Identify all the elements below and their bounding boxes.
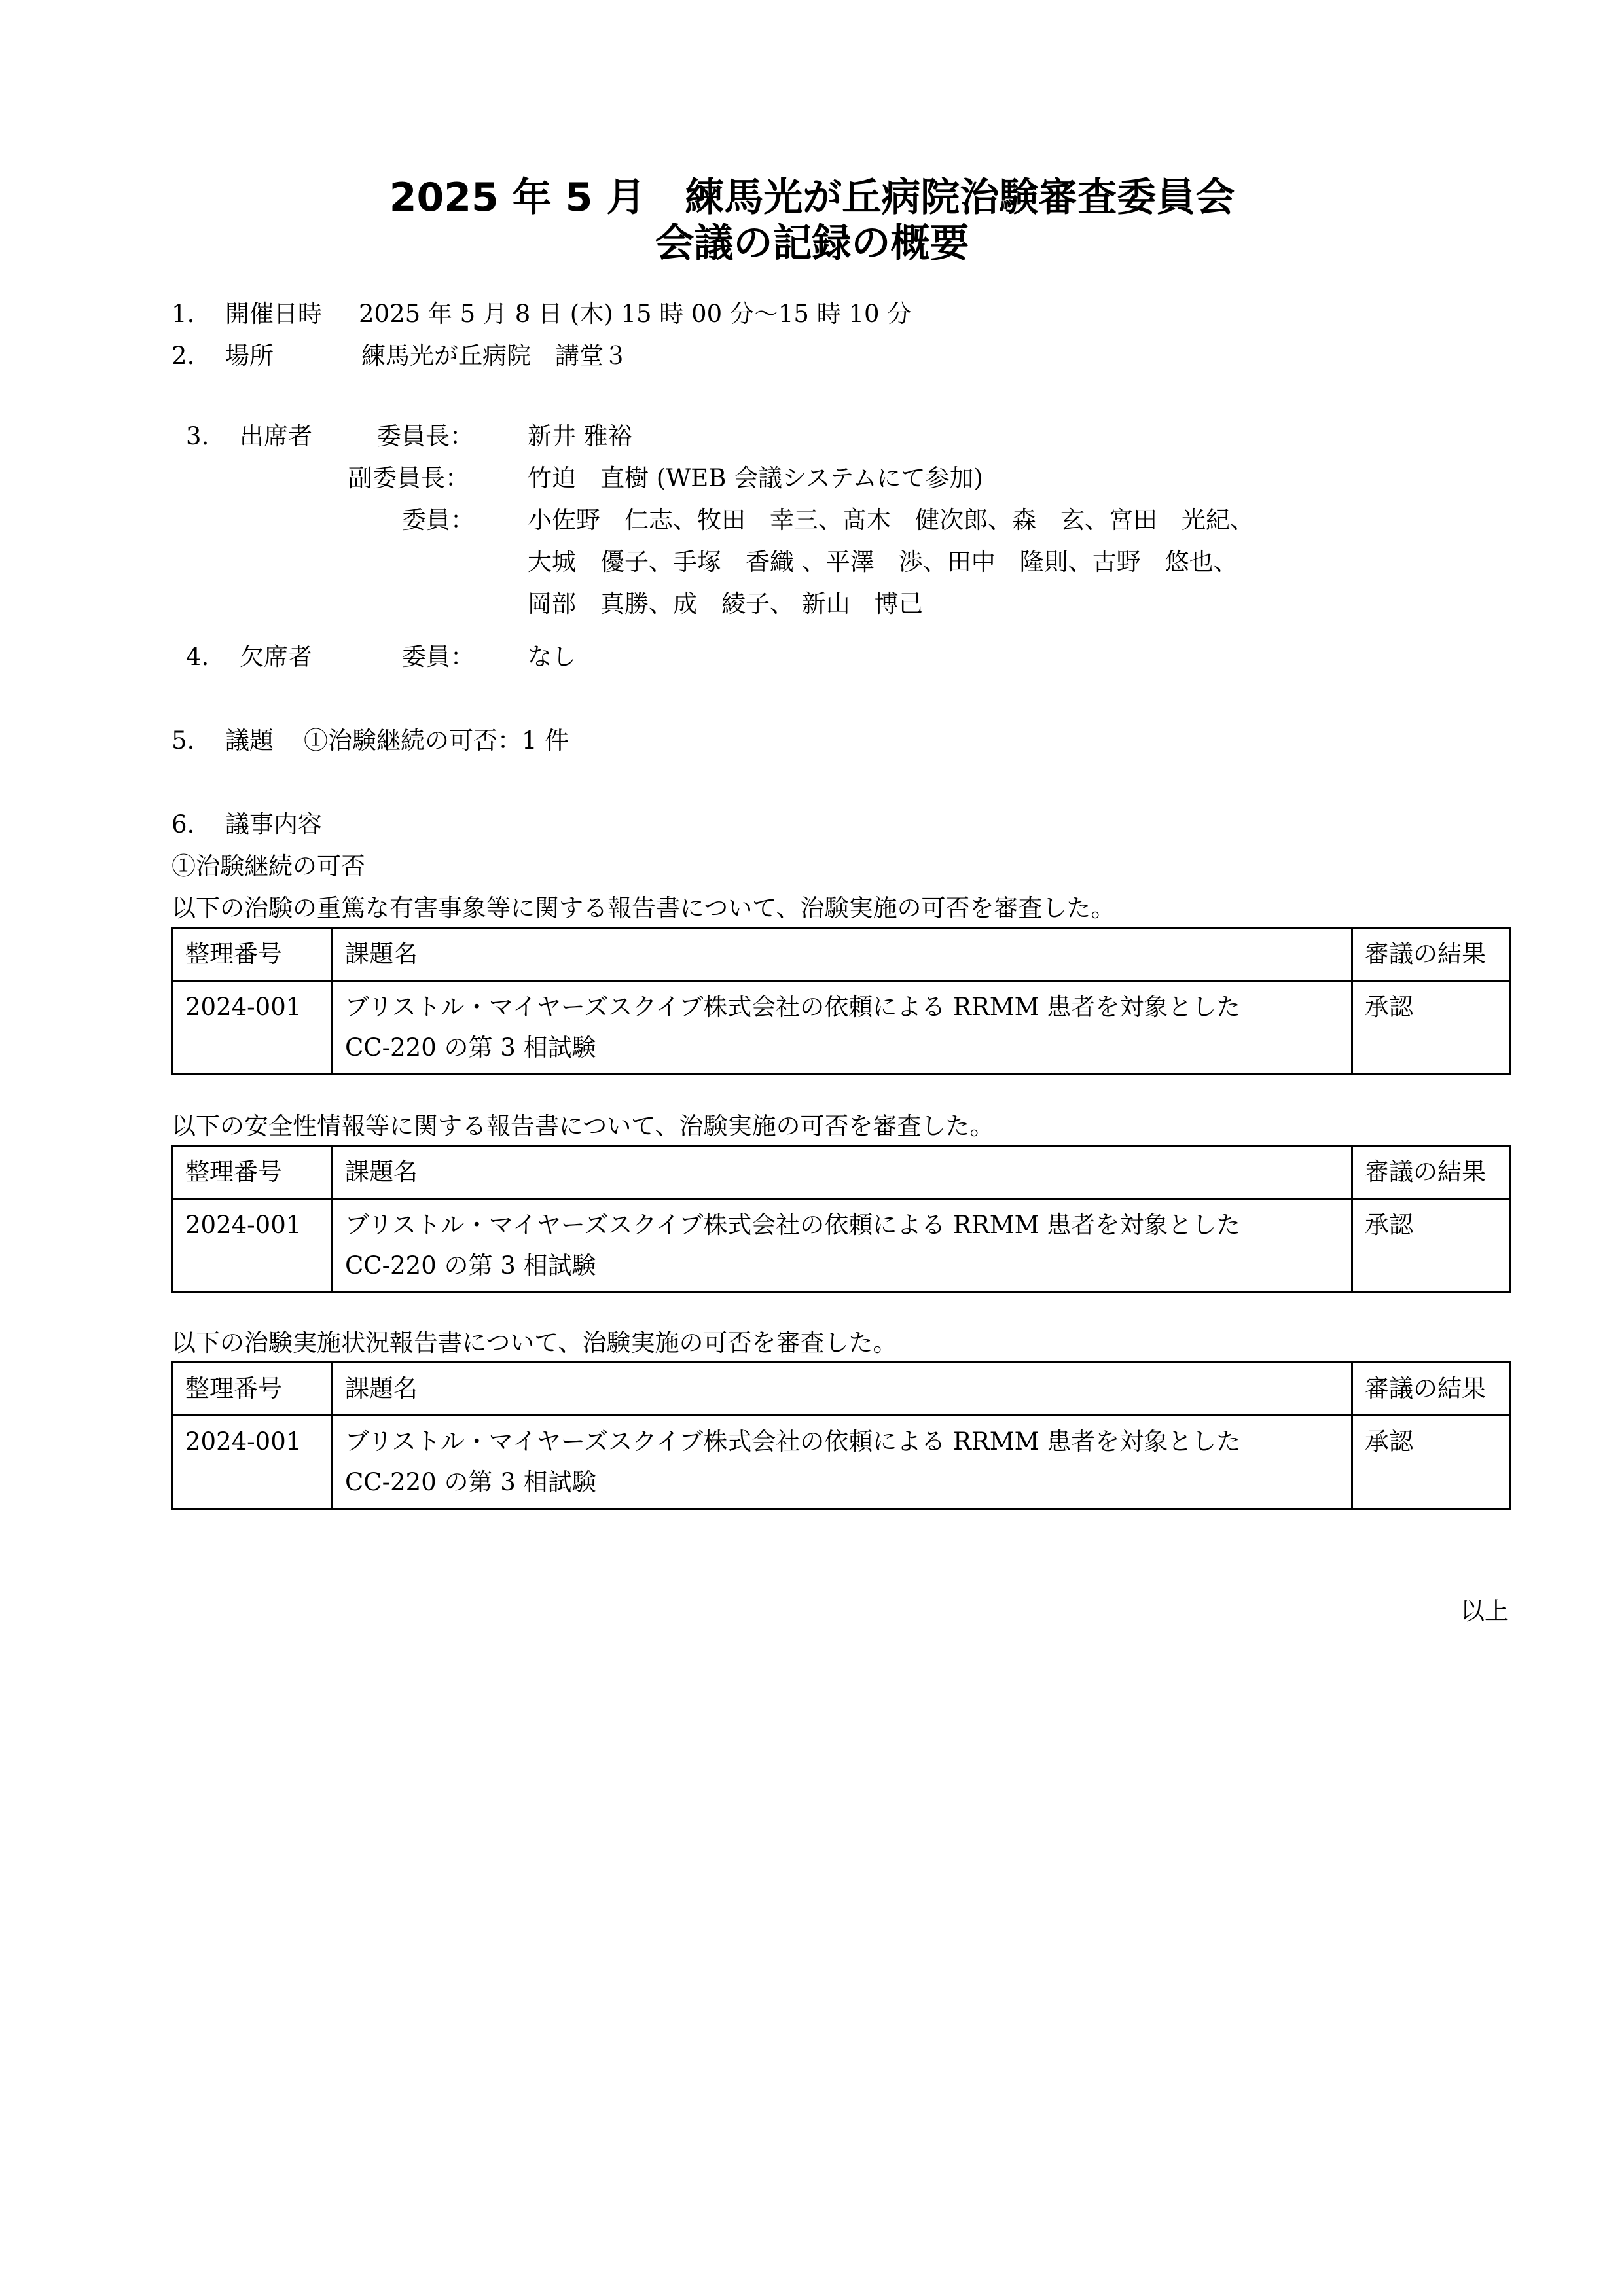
item6-number: 6.	[171, 810, 195, 838]
cell-id: 2024-001	[173, 1199, 333, 1293]
members-line3: 岡部 真勝、成 綾子、 新山 博己	[528, 590, 923, 618]
members-label: 委員：	[402, 506, 475, 534]
vice-chair-label: 副委員長：	[348, 464, 469, 492]
section2-table	[171, 1145, 1511, 1293]
cell-result: 承認	[1352, 981, 1510, 1075]
table-row	[173, 981, 1510, 1075]
cell-title-line1: ブリストル・マイヤーズスクイブ株式会社の依頼による RRMM 患者を対象とした	[345, 1427, 1241, 1456]
cell-title-line2: CC-220 の第 3 相試験	[345, 1251, 596, 1280]
header-title: 課題名	[333, 928, 1352, 981]
table-header-row	[173, 1146, 1510, 1199]
vice-chair-name: 竹迫 直樹 (WEB 会議システムにて参加)	[528, 464, 983, 492]
item3-label: 出席者	[240, 422, 312, 450]
item1-label: 開催日時	[225, 300, 322, 328]
cell-result: 承認	[1352, 1416, 1510, 1509]
item1-value: 2025 年 5 月 8 日 (木) 15 時 00 分～15 時 10 分	[359, 300, 912, 328]
cell-title-line2: CC-220 の第 3 相試験	[345, 1033, 596, 1062]
members-line1: 小佐野 仁志、牧田 幸三、髙木 健次郎、森 玄、宮田 光紀、	[528, 506, 1254, 534]
item3-number: 3.	[186, 422, 209, 450]
cell-title	[333, 1416, 1352, 1509]
section3-intro: 以下の治験実施状況報告書について、治験実施の可否を審査した。	[171, 1329, 897, 1357]
cell-result: 承認	[1352, 1199, 1510, 1293]
header-result: 審議の結果	[1352, 1146, 1510, 1199]
header-result: 審議の結果	[1352, 928, 1510, 981]
item2-value: 練馬光が丘病院 講堂３	[361, 342, 628, 370]
table-row	[173, 1199, 1510, 1293]
cell-id: 2024-001	[173, 981, 333, 1075]
item5-value: ①治験継続の可否：1 件	[304, 726, 569, 755]
section3-table	[171, 1361, 1511, 1510]
section1-table	[171, 927, 1511, 1075]
table-header-row	[173, 1363, 1510, 1416]
closing-text: 以上	[1460, 1597, 1509, 1625]
item2-number: 2.	[171, 342, 195, 370]
item6-label: 議事内容	[225, 810, 322, 838]
header-id: 整理番号	[173, 1363, 333, 1416]
section1-intro: 以下の治験の重篤な有害事象等に関する報告書について、治験実施の可否を審査した。	[171, 894, 1115, 922]
cell-title-line1: ブリストル・マイヤーズスクイブ株式会社の依頼による RRMM 患者を対象とした	[345, 1211, 1241, 1239]
header-id: 整理番号	[173, 928, 333, 981]
item2-label: 場所	[225, 342, 274, 370]
cell-title	[333, 1199, 1352, 1293]
document-title-line2: 会議の記録の概要	[655, 221, 969, 266]
item6-sub: ①治験継続の可否	[171, 852, 365, 880]
header-title: 課題名	[333, 1146, 1352, 1199]
item4-number: 4.	[186, 643, 209, 671]
cell-title-line2: CC-220 の第 3 相試験	[345, 1468, 596, 1496]
section2-intro: 以下の安全性情報等に関する報告書について、治験実施の可否を審査した。	[171, 1112, 994, 1140]
item4-label: 欠席者	[240, 643, 312, 671]
table-header-row	[173, 928, 1510, 981]
chair-label: 委員長：	[377, 422, 474, 450]
cell-title	[333, 981, 1352, 1075]
header-id: 整理番号	[173, 1146, 333, 1199]
absent-members-label: 委員：	[402, 643, 475, 671]
header-result: 審議の結果	[1352, 1363, 1510, 1416]
chair-name: 新井 雅裕	[528, 422, 632, 450]
cell-id: 2024-001	[173, 1416, 333, 1509]
item5-label: 議題	[225, 726, 274, 755]
header-title: 課題名	[333, 1363, 1352, 1416]
absent-value: なし	[528, 643, 576, 671]
cell-title-line1: ブリストル・マイヤーズスクイブ株式会社の依頼による RRMM 患者を対象とした	[345, 993, 1241, 1021]
item1-number: 1.	[171, 300, 195, 328]
item5-number: 5.	[171, 726, 195, 755]
table-row	[173, 1416, 1510, 1509]
members-line2: 大城 優子、手塚 香織 、平澤 渉、田中 隆則、古野 悠也、	[528, 548, 1238, 576]
document-title-line1: 2025 年 5 月 練馬光が丘病院治験審査委員会	[389, 175, 1235, 221]
